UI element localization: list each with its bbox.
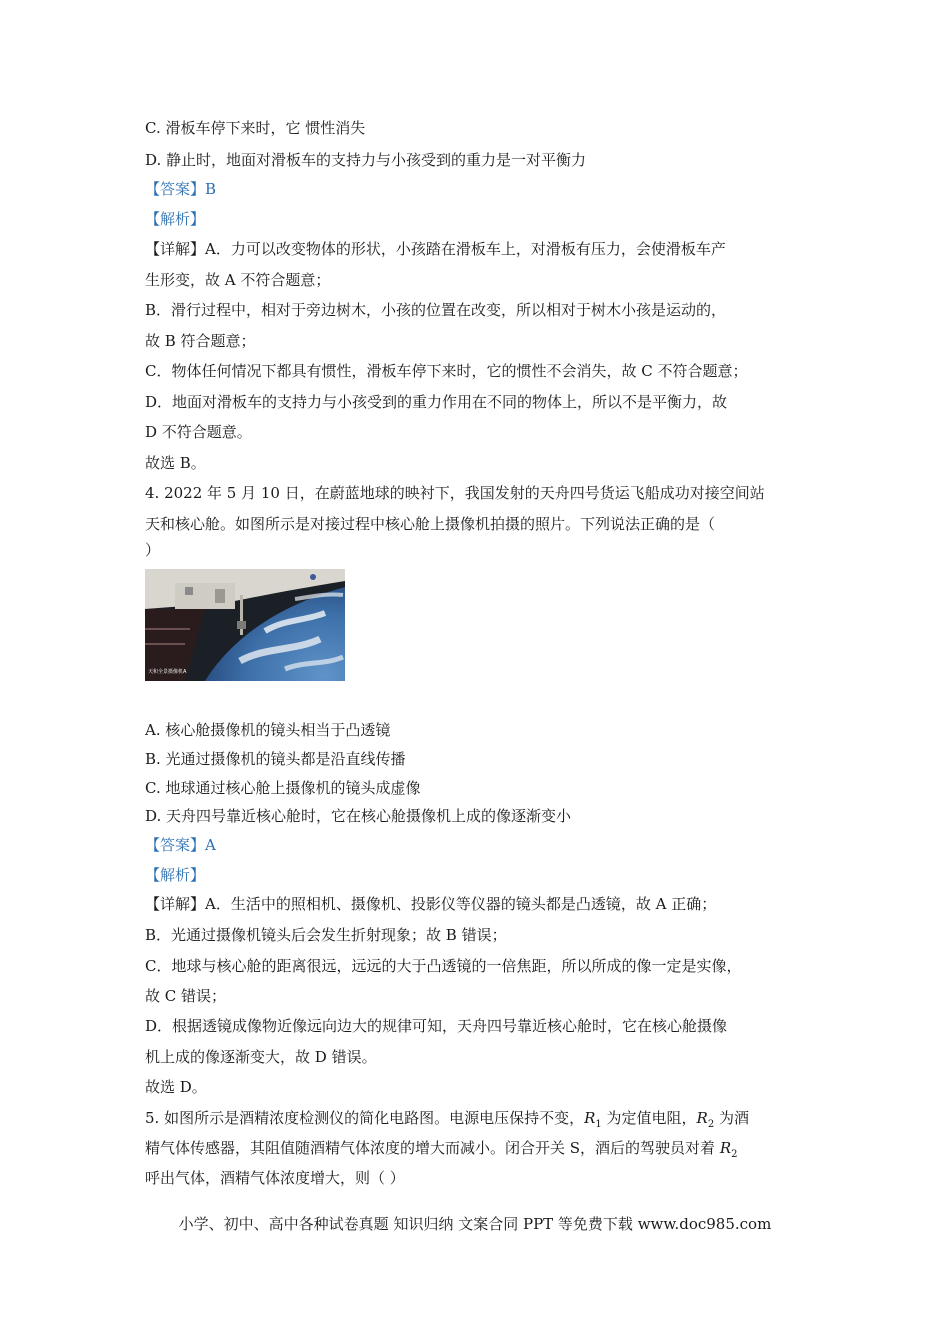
footer-download-note: 小学、初中、高中各种试卷真题 知识归纳 文案合同 PPT 等免费下载 www.doc985.com [178,1215,772,1233]
r1-subscript: 1 [595,1119,602,1130]
r2-symbol-2: R [719,1139,732,1157]
q5-stem-2 [145,1138,738,1165]
r2-subscript: 2 [707,1119,715,1130]
q5-text-1a: 5. 如图所示是酒精浓度检测仪的简化电路图。电源电压保持不变， [145,1109,585,1127]
q4-detail-c-1: C．地球与核心舱的距离很远，远远的大于凸透镜的一倍焦距，所以所成的像一定是实像， [145,957,742,975]
q5-text-2a: 精气体传感器，其阻值随酒精气体浓度的增大而减小。闭合开关 S，酒后的驾驶员对着 [145,1139,720,1157]
q4-detail-d-1: D．根据透镜成像物近像远向边大的规律可知，天舟四号靠近核心舱时，它在核心舱摄像 [145,1017,728,1035]
q3-detail-d-2: D 不符合题意。 [145,423,252,441]
q4-detail-c-2: 故 C 错误； [145,987,227,1005]
q3-analysis-heading: 【解析】 [145,210,206,228]
q4-option-a: A. 核心舱摄像机的镜头相当于凸透镜 [145,721,391,739]
r2-subscript-2: 2 [731,1149,738,1160]
q4-option-b: B. 光通过摄像机的镜头都是沿直线传播 [145,750,406,768]
q5-text-1b: 为定值电阻， [601,1109,697,1127]
q4-conclusion: 故选 D。 [145,1078,207,1096]
r2-symbol: R [696,1109,708,1127]
q3-detail-a-1: 【详解】A．力可以改变物体的形状，小孩踏在滑板车上，对滑板有压力，会使滑板车产 [145,240,726,258]
q3-detail-c: C．物体任何情况下都具有惯性，滑板车停下来时，它的惯性不会消失，故 C 不符合题意； [145,362,748,380]
q5-stem-1 [145,1108,749,1135]
q3-option-c: C. 滑板车停下来时，它 惯性消失 [145,119,366,137]
q4-stem-3: ） [145,541,161,559]
q5-stem-3: 呼出气体，酒精气体浓度增大，则（ ） [145,1169,405,1187]
q3-option-d: D. 静止时，地面对滑板车的支持力与小孩受到的重力是一对平衡力 [145,151,587,169]
q4-detail-d-2: 机上成的像逐渐变大，故 D 错误。 [145,1048,377,1066]
q3-detail-d-1: D．地面对滑板车的支持力与小孩受到的重力作用在不同的物体上，所以不是平衡力，故 [145,393,728,411]
photo-caption: 天和全景摄像机A [148,669,187,675]
r1-symbol: R [584,1109,596,1127]
q4-detail-b: B．光通过摄像机镜头后会发生折射现象；故 B 错误； [145,926,507,944]
q4-option-d: D. 天舟四号靠近核心舱时，它在核心舱摄像机上成的像逐渐变小 [145,807,572,825]
q4-stem-2: 天和核心舱。如图所示是对接过程中核心舱上摄像机拍摄的照片。下列说法正确的是（ [145,515,716,533]
docking-photo [145,569,345,681]
q3-detail-b-1: B．滑行过程中，相对于旁边树木，小孩的位置在改变，所以相对于树木小孩是运动的， [145,301,727,319]
q4-stem-1: 4. 2022 年 5 月 10 日，在蔚蓝地球的映衬下，我国发射的天舟四号货运飞船成功对接空间站 [145,484,765,502]
q5-text-1c: 为酒 [714,1109,749,1127]
q4-option-c: C. 地球通过核心舱上摄像机的镜头成虚像 [145,779,421,797]
q4-answer: 【答案】A [145,836,216,854]
q4-detail-a: 【详解】A．生活中的照相机、摄像机、投影仪等仪器的镜头都是凸透镜，故 A 正确； [145,895,717,913]
q3-detail-a-2: 生形变，故 A 不符合题意； [145,271,331,289]
q4-analysis-heading: 【解析】 [145,866,206,884]
q3-detail-b-2: 故 B 符合题意； [145,332,256,350]
q3-conclusion: 故选 B。 [145,454,206,472]
q3-answer: 【答案】B [145,180,217,198]
